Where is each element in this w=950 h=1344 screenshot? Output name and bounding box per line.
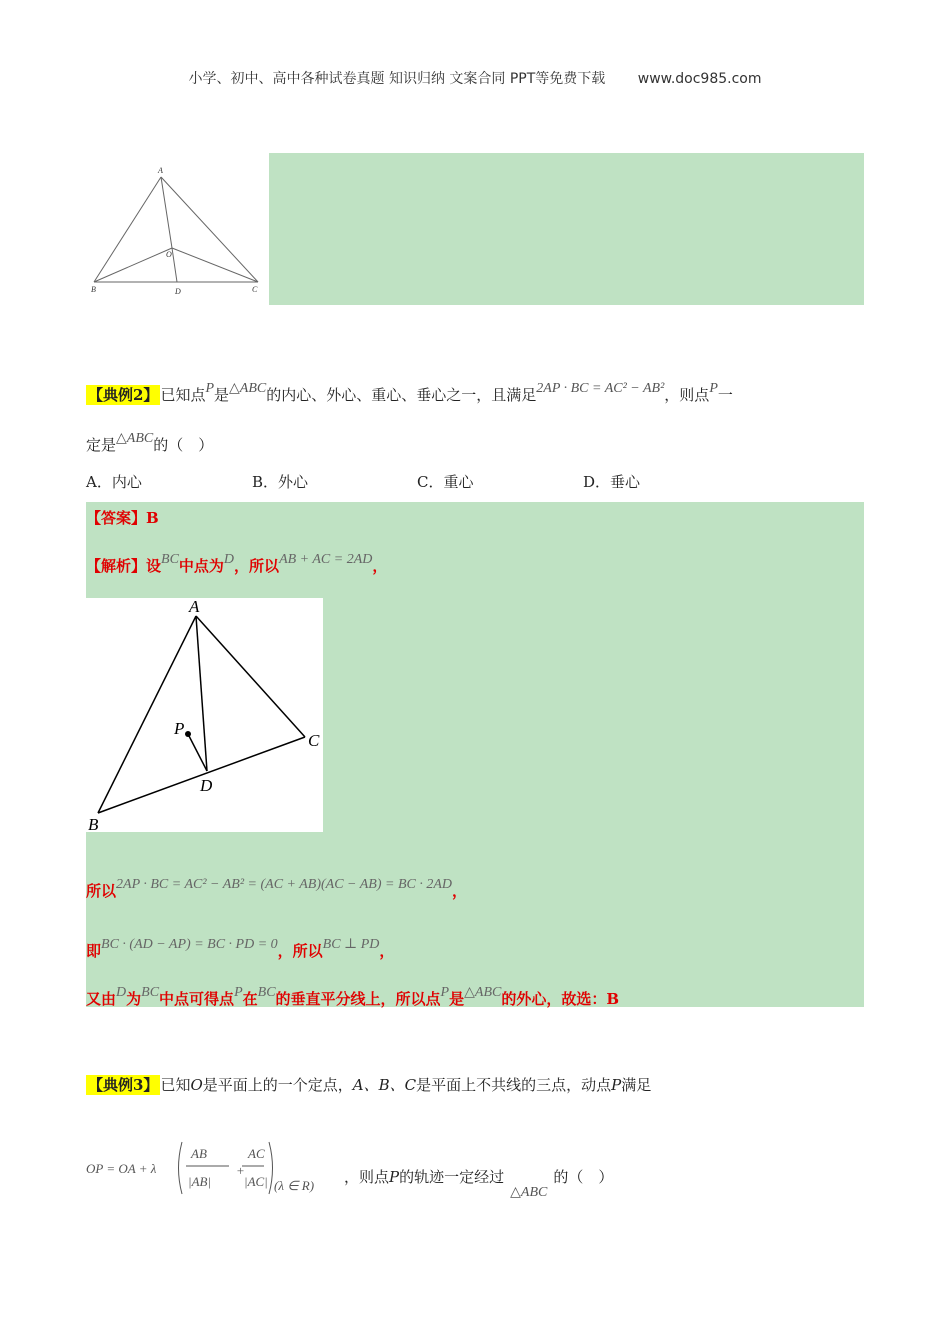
answer-label: 【答案】B	[86, 509, 159, 527]
example2-line1	[86, 381, 733, 405]
option-d[interactable]: D．垂心	[583, 473, 641, 491]
text: 已知	[160, 1076, 191, 1094]
text: ，	[452, 882, 468, 900]
text: 的（ ）	[553, 1168, 614, 1186]
lambda-domain: (λ ∈ R)	[274, 1178, 315, 1193]
option-b[interactable]: B．外心	[252, 473, 309, 491]
example2-tag: 【典例2】	[88, 386, 159, 404]
analysis-line1	[86, 552, 388, 576]
analysis-line4	[86, 985, 620, 1009]
label-c: C	[252, 285, 258, 294]
text: 在	[242, 990, 258, 1008]
math: BC	[141, 985, 160, 1000]
text: 满足	[621, 1076, 652, 1094]
text: 所以	[86, 882, 117, 900]
label-d: D	[200, 776, 213, 795]
math: D	[116, 985, 127, 1000]
text: ，所以	[234, 557, 280, 575]
text: 中点可得点	[159, 990, 235, 1008]
header-text: 小学、初中、高中各种试卷真题 知识归纳 文案合同 PPT等免费下载	[188, 71, 606, 87]
label-c: C	[308, 731, 320, 750]
example3-line1	[86, 1074, 651, 1095]
math-o: O	[190, 1076, 203, 1094]
math: AB + AC = 2AD	[279, 552, 373, 567]
text: 是平面上的一个定点，	[202, 1076, 353, 1094]
text: ，则点	[664, 386, 710, 404]
label-b: B	[88, 815, 99, 832]
text: 已知点	[160, 386, 206, 404]
frac1-den: |AB|	[188, 1174, 212, 1189]
text: 的外心，故选：B	[501, 990, 620, 1008]
label-a: A	[158, 166, 163, 175]
math-abc: A、B、C	[352, 1076, 417, 1094]
math-triangle: △ABC	[116, 431, 154, 446]
label-b: B	[91, 285, 96, 294]
text: ，则点	[344, 1168, 390, 1186]
math: BC	[257, 985, 276, 1000]
option-a[interactable]: A．内心	[86, 473, 142, 491]
math: BC ⊥ PD	[322, 937, 380, 952]
text: ，	[372, 557, 388, 575]
math-p: P	[389, 1168, 400, 1186]
frac2-num: AC	[248, 1146, 265, 1161]
math-p: P	[611, 1076, 622, 1094]
analysis-line3	[86, 937, 395, 961]
math-triangle: △ABC	[510, 1185, 548, 1200]
frac1-num: AB	[191, 1146, 207, 1161]
eq-left: OP = OA + λ	[86, 1161, 157, 1176]
page-header	[0, 68, 950, 88]
math: P	[234, 985, 243, 1000]
math-triangle: △ABC	[229, 381, 267, 396]
math-p: P	[709, 381, 718, 396]
figure-triangle-abc-p-d	[86, 598, 323, 832]
option-c[interactable]: C．重心	[417, 473, 474, 491]
header-site-link[interactable]: www.doc985.com	[637, 71, 762, 87]
text: 即	[86, 942, 102, 960]
figure-triangle-abc-o	[86, 155, 266, 303]
math: 2AP · BC = AC² − AB² = (AC + AB)(AC − AB) = BC · 2AD	[116, 877, 453, 892]
text: 的垂直平分线上，所以点	[275, 990, 441, 1008]
label-a: A	[189, 598, 200, 616]
solution-panel-1	[269, 153, 864, 305]
label-d: D	[175, 287, 181, 296]
example3-formula-line	[86, 1138, 846, 1198]
math-condition: 2AP · BC = AC² − AB²	[536, 381, 665, 396]
label-o: O	[166, 250, 172, 259]
text: 是	[449, 990, 465, 1008]
text: 又由	[86, 990, 117, 1008]
text: 【解析】设	[86, 557, 162, 575]
analysis-line2	[86, 877, 468, 901]
text: 一	[717, 386, 733, 404]
frac2-den: |AC|	[244, 1174, 268, 1189]
text: 的（ ）	[153, 436, 214, 454]
example2-line2	[86, 431, 214, 455]
example3-tail	[344, 1166, 614, 1200]
text: 定是	[86, 436, 117, 454]
math: D	[223, 552, 235, 567]
text: 是	[214, 386, 230, 404]
svg-text:+: +	[236, 1163, 245, 1178]
label-p: P	[174, 719, 185, 738]
text: 是平面上不共线的三点，动点	[416, 1076, 612, 1094]
math: P	[440, 985, 450, 1000]
vector-formula	[86, 1138, 366, 1198]
math: BC	[161, 552, 179, 567]
text: ，所以	[277, 942, 323, 960]
text: ，	[379, 942, 395, 960]
example3-tag: 【典例3】	[88, 1076, 159, 1094]
text: 中点为	[178, 557, 224, 575]
math: BC · (AD − AP) = BC · PD = 0	[101, 937, 278, 952]
math: △ABC	[464, 985, 502, 1000]
text: 的轨迹一定经过	[399, 1168, 505, 1186]
text: 为	[126, 990, 142, 1008]
math-p: P	[205, 381, 215, 396]
text: 的内心、外心、重心、垂心之一，且满足	[266, 386, 537, 404]
